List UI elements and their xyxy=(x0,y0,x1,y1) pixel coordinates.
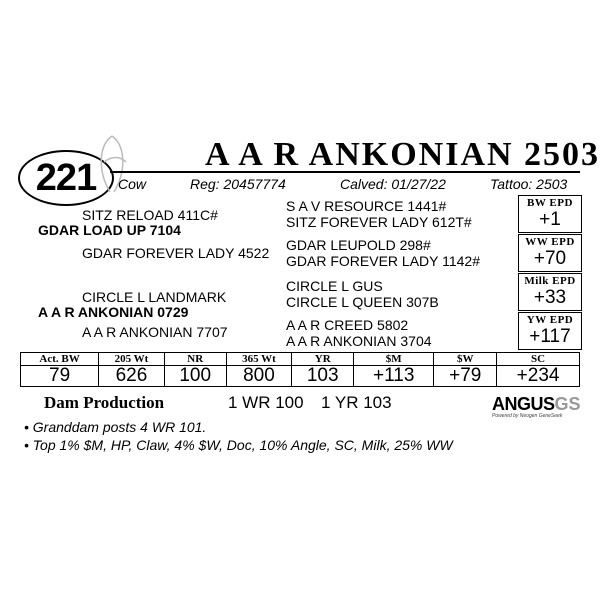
stat-value: 800 xyxy=(226,366,292,387)
epd-value: +1 xyxy=(539,209,561,230)
performance-table xyxy=(20,352,580,387)
dam: A A R ANKONIAN 0729 xyxy=(38,304,189,320)
logo-main-text: ANGUS xyxy=(492,394,555,414)
logo-tagline: Powered by Neogen GeneSeek xyxy=(492,413,563,419)
tattoo: Tattoo: 2503 xyxy=(490,176,568,192)
epd-box-milk xyxy=(518,273,582,311)
stat-header: $M xyxy=(354,353,434,366)
sire-sire: SITZ RELOAD 411C# xyxy=(82,207,218,223)
stat-value: 103 xyxy=(292,366,354,387)
epd-label: YW EPD xyxy=(526,314,574,326)
epd-value: +117 xyxy=(529,326,571,347)
sire-dam: GDAR FOREVER LADY 4522 xyxy=(82,245,270,261)
note-line: • Top 1% $M, HP, Claw, 4% $W, Doc, 10% Angle, SC, Milk, 25% WW xyxy=(24,437,453,453)
dam-dam-dam: A A R ANKONIAN 3704 xyxy=(286,333,432,349)
stat-header: YR xyxy=(292,353,354,366)
epd-label: Milk EPD xyxy=(524,275,576,287)
note-line: • Granddam posts 4 WR 101. xyxy=(24,419,207,435)
animal-name: A A R ANKONIAN 2503 xyxy=(205,136,600,173)
calved-date: Calved: 01/27/22 xyxy=(340,176,446,192)
stat-header: 365 Wt xyxy=(226,353,292,366)
sire-sire-sire: S A V RESOURCE 1441# xyxy=(286,198,447,214)
stat-header: 205 Wt xyxy=(99,353,165,366)
sire-dam-dam: GDAR FOREVER LADY 1142# xyxy=(286,253,481,269)
angus-gs-logo xyxy=(492,394,581,419)
stat-header: NR xyxy=(164,353,226,366)
stat-value: 79 xyxy=(21,366,99,387)
dam-production-label: Dam Production xyxy=(44,393,165,412)
stat-value: +113 xyxy=(354,366,434,387)
epd-box-ww xyxy=(518,234,582,272)
table-header-row xyxy=(21,353,580,366)
dam-dam-sire: A A R CREED 5802 xyxy=(286,317,409,333)
epd-value: +70 xyxy=(533,248,567,269)
epd-box-bw xyxy=(518,195,582,233)
epd-label: BW EPD xyxy=(527,197,573,209)
table-row xyxy=(21,366,580,387)
epd-box-yw xyxy=(518,312,582,350)
epd-label: WW EPD xyxy=(525,236,575,248)
dam-sire: CIRCLE L LANDMARK xyxy=(82,289,227,305)
epd-value: +33 xyxy=(533,287,567,308)
stat-value: 626 xyxy=(99,366,165,387)
stat-header: SC xyxy=(497,353,580,366)
stat-value: +79 xyxy=(434,366,497,387)
sire: GDAR LOAD UP 7104 xyxy=(38,222,181,238)
dam-production-wr: 1 WR 100 xyxy=(228,393,304,412)
sire-dam-sire: GDAR LEUPOLD 298# xyxy=(286,237,431,253)
stat-header: Act. BW xyxy=(21,353,99,366)
stat-value: +234 xyxy=(497,366,580,387)
dam-production-yr: 1 YR 103 xyxy=(321,393,392,412)
dam-sire-sire: CIRCLE L GUS xyxy=(286,278,383,294)
registration-number: Reg: 20457774 xyxy=(190,176,286,192)
sire-sire-dam: SITZ FOREVER LADY 612T# xyxy=(286,214,472,230)
logo-suffix: GS xyxy=(554,394,581,414)
lot-number: 221 xyxy=(35,156,97,199)
dam-dam: A A R ANKONIAN 7707 xyxy=(82,324,228,340)
stat-value: 100 xyxy=(164,366,226,387)
dam-sire-dam: CIRCLE L QUEEN 307B xyxy=(286,294,439,310)
sex-label: Cow xyxy=(118,176,147,192)
stat-header: $W xyxy=(434,353,497,366)
